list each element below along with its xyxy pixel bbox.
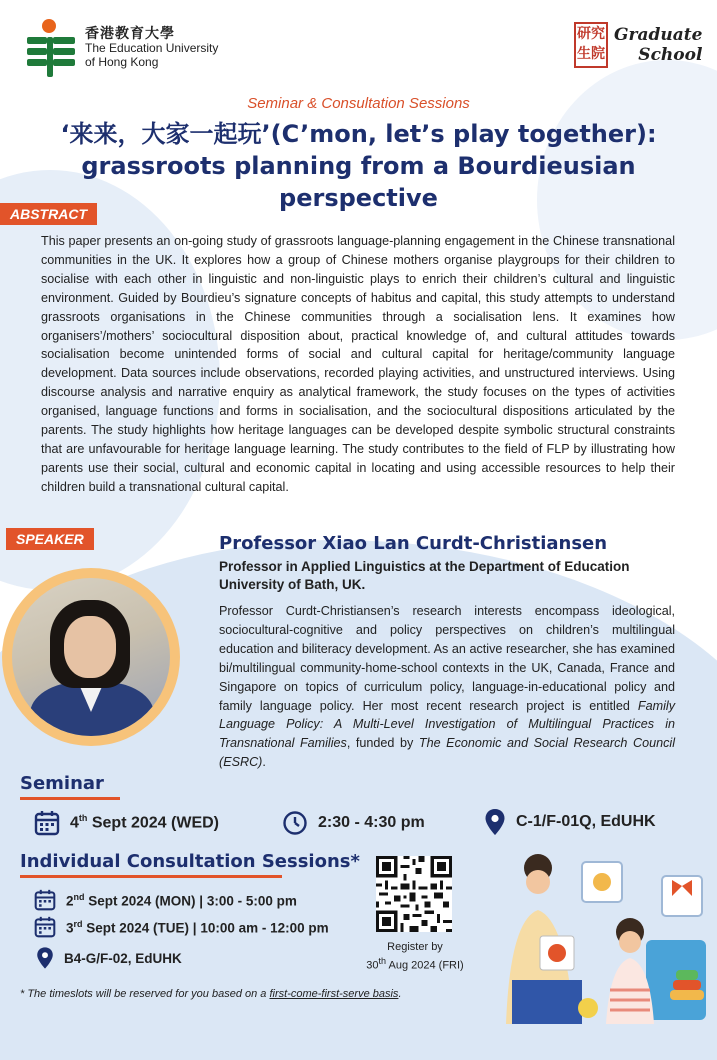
event-title-line1: ‘来来，大家一起玩’(C’mon, let’s play together): (60, 120, 657, 148)
location-pin-icon (36, 946, 54, 970)
seminar-underline (20, 797, 120, 800)
consultation-slot-1: 2nd Sept 2024 (MON) | 3:00 - 5:00 pm (34, 889, 297, 911)
mother-child-illustration (470, 840, 717, 1024)
speaker-position: Professor in Applied Linguistics at the Department of Education University of Bath, UK. (219, 559, 630, 592)
abstract-tag: ABSTRACT (0, 203, 97, 225)
event-subtitle: Seminar & Consultation Sessions (247, 95, 470, 112)
funder-name: The Economic and Social Research Council (ESRC) (219, 736, 675, 770)
seminar-date: 4th Sept 2024 (WED) (34, 810, 219, 836)
event-title-line2: grassroots planning from a Bourdieusian perspective (81, 152, 636, 212)
abstract-text: This paper presents an on-going study of grassroots language-planning engagement in the Chinese transnational communities in the UK. It explores how a group of Chinese mothers organise playgroups for their children to socialise with each other in linguistic and non-linguistic plays to enrich their children’s cultural and linguistic environment. Guided by Bourdieu’s signature concepts of habitus and capital, this study attempts to understand grassroots organisations in the Chinese communities through a socialisation lens. It examines how organisers’/mothers’ sociocultural disposition about, practical knowledge of, and cultural attitudes towards socialisation become unintended forms of social and cultural capital for heritage/community language development. Data sources include observations, recorded playing activities, and unstructured interviews. Using discourse analysis and narrative enquiry as analytical framework, the study focuses on the types of activities organised, language functions and forms in socialisation, and the sociocultural dispositions articulated by the parents. The study highlights how heritage languages can be developed despite symbolic structural constraints that are unfavourable for heritage language learning. The study contributes to the field of FLP by illustrating how parents use their social, cultural and economic capital in locating and using accessible resources to help their children build a transnational cultural capital. (41, 234, 675, 494)
eduhk-logo-mark (27, 19, 77, 77)
seminar-heading: Seminar (20, 773, 104, 794)
calendar-icon (34, 889, 56, 911)
speaker-name: Professor Xiao Lan Curdt-Christiansen (219, 533, 608, 554)
eduhk-name-en-2: of Hong Kong (85, 55, 159, 69)
eduhk-name-en: The Education University (85, 41, 219, 55)
register-deadline: Register by 30th Aug 2024 (FRI) (366, 941, 464, 972)
speaker-photo (12, 578, 170, 736)
graduate-school-line2: School (638, 45, 703, 65)
location-pin-icon (484, 808, 506, 836)
project-title: Family Language Policy: A Multi-Level Investigation of Multilingual Practices in Transnational Families (219, 698, 675, 751)
clock-icon (282, 810, 308, 836)
graduate-school-line1: Graduate (614, 25, 703, 45)
eduhk-logo (27, 19, 218, 77)
consultation-underline (20, 875, 282, 878)
seminar-time: 2:30 - 4:30 pm (282, 810, 425, 836)
calendar-icon (34, 810, 60, 836)
graduate-school-seal: 研究 生院 (574, 22, 608, 68)
seminar-venue: C-1/F-01Q, EdUHK (484, 808, 656, 836)
calendar-icon (34, 916, 56, 938)
footnote: * The timeslots will be reserved for you based on a first-come-first-serve basis. (20, 988, 402, 1000)
event-title (10, 118, 707, 214)
graduate-school-logo (574, 22, 702, 68)
speaker-tag: SPEAKER (6, 528, 94, 550)
eduhk-name-zh: 香港教育大學 (85, 26, 175, 42)
consultation-venue: B4-G/F-02, EdUHK (36, 946, 182, 970)
speaker-bio: Professor Curdt-Christiansen’s research interests encompass ideological, sociocultural-cognitive and policy perspectives on children’s multilingual education and biliteracy development. As an active researcher, she has examined bi/multilingual community-home-school contexts in the UK, Canada, France and Singapore on topics of curriculum policy, language-in-educational policy and family language policy. Her most recent research project is entitled Family Language Policy: A Multi-Level Investigation of Multilingual Practices in Transnational Families, funded by The Economic and Social Research Council (ESRC). (219, 604, 675, 770)
qr-code[interactable] (376, 856, 452, 932)
consultation-slot-2: 3rd Sept 2024 (TUE) | 10:00 am - 12:00 pm (34, 916, 329, 938)
consultation-heading: Individual Consultation Sessions* (20, 851, 360, 872)
